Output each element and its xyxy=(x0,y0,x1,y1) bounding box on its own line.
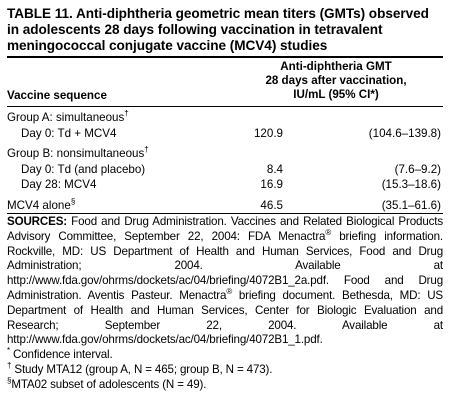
section-mark: § xyxy=(70,196,76,206)
sources-note: SOURCES: Food and Drug Administration. Vaccines and Related Biological Products Advisory Committee, September 22, 2004: FDA Menactra® briefing information. Rockville, MD: US Department of Health and Human Services, Food and Drug Administration; 2004. Available at http://www.fda.gov/ohrms/dockets/ac/04/briefing/4072B1_2a.pdf. Food and Drug Administration. Aventis Pasteur. Menactra® briefing document. Bethesda, MD: US Department of Health and Human Services, Center for Biologic Evaluation and Research; September 22, 2004. Available at http://www.fda.gov/ohrms/dockets/ac/04/briefing/4072B1_1.pdf. xyxy=(7,215,444,347)
a-day0-label: Day 0: Td + MCV4 xyxy=(21,126,117,140)
header-vaccine-sequence: Vaccine sequence xyxy=(7,89,107,102)
b-day28-gmt: 16.9 xyxy=(260,178,283,191)
dagger-mark: † xyxy=(144,145,149,154)
b-day0-label: Day 0: Td (and placebo) xyxy=(21,162,146,176)
a-day0-ci: (104.6–139.8) xyxy=(368,126,441,140)
mcv4-label: MCV4 alone§ xyxy=(7,196,76,212)
mcv4-gmt: 46.5 xyxy=(260,198,283,212)
sources-label: SOURCES: xyxy=(7,215,67,228)
dagger-mark: † xyxy=(124,109,129,118)
group-a-label: Group A: simultaneous† xyxy=(7,109,129,124)
b-day28-label: Day 28: MCV4 xyxy=(21,178,97,191)
header-gmt-line1: Anti-diphtheria GMT xyxy=(280,60,392,73)
table-row xyxy=(7,162,443,178)
registered-mark: ® xyxy=(325,227,332,237)
header-gmt xyxy=(229,58,443,107)
table-row xyxy=(7,177,443,193)
footnote-subset: §MTA02 subset of adolescents (N = 49). xyxy=(7,375,207,391)
table-row xyxy=(7,141,443,162)
table-row xyxy=(7,126,443,142)
header-gmt-line2: 28 days after vaccination, xyxy=(265,74,407,87)
group-b-label: Group B: nonsimultaneous† xyxy=(7,145,149,160)
table-row xyxy=(7,193,443,214)
gmt-table xyxy=(7,58,443,214)
footnote-study: † Study MTA12 (group A, N = 465; group B, N = 473). xyxy=(7,360,273,376)
registered-mark: ® xyxy=(226,286,233,296)
b-day0-gmt: 8.4 xyxy=(266,162,283,176)
b-day28-ci: (15.3–18.6) xyxy=(381,178,441,191)
table-row xyxy=(7,107,443,126)
table-header-row xyxy=(7,58,443,107)
mcv4-ci: (35.1–61.6) xyxy=(381,198,441,212)
b-day0-ci: (7.6–9.2) xyxy=(394,162,441,176)
a-day0-gmt: 120.9 xyxy=(253,126,283,140)
footnote-ci: * Confidence interval. xyxy=(7,346,113,362)
table-title: TABLE 11. Anti-diphtheria geometric mean titers (GMTs) observed in adolescents 28 days following vaccination in tetravalent meningococcal conjugate vaccine (MCV4) studies xyxy=(7,6,429,53)
body-rule xyxy=(7,214,443,215)
header-gmt-line3: IU/mL (95% CI*) xyxy=(293,88,379,101)
